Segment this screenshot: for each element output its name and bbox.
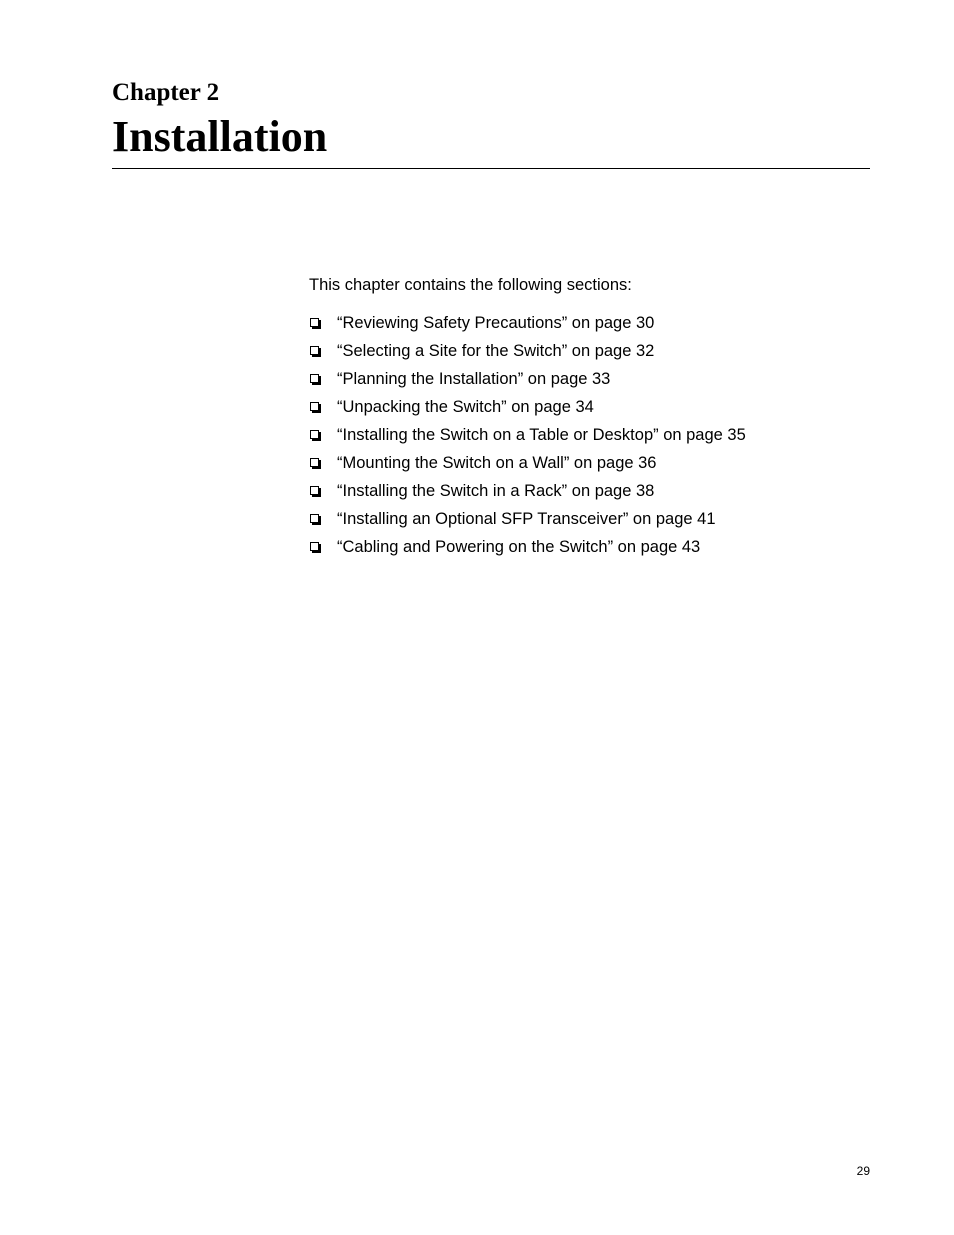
list-item — [309, 425, 746, 453]
section-link[interactable]: “Selecting a Site for the Switch” on page 32 — [337, 342, 655, 360]
section-link[interactable]: “Installing the Switch on a Table or Desktop” on page 35 — [337, 426, 746, 444]
list-item — [309, 481, 746, 509]
section-link[interactable]: “Installing the Switch in a Rack” on page 38 — [337, 482, 655, 500]
checkbox-bullet-icon — [309, 425, 337, 445]
list-item — [309, 369, 746, 397]
title-divider — [112, 168, 870, 169]
section-link[interactable]: “Cabling and Powering on the Switch” on page 43 — [337, 538, 701, 556]
list-item — [309, 397, 746, 425]
list-item — [309, 537, 746, 565]
list-item — [309, 453, 746, 481]
section-link[interactable]: “Planning the Installation” on page 33 — [337, 370, 611, 388]
checkbox-bullet-icon — [309, 537, 337, 557]
list-item — [309, 341, 746, 369]
checkbox-bullet-icon — [309, 341, 337, 361]
list-item — [309, 509, 746, 537]
checkbox-bullet-icon — [309, 397, 337, 417]
checkbox-bullet-icon — [309, 509, 337, 529]
section-link[interactable]: “Mounting the Switch on a Wall” on page 36 — [337, 454, 657, 472]
checkbox-bullet-icon — [309, 481, 337, 501]
chapter-title: Installation — [112, 112, 328, 161]
section-link[interactable]: “Unpacking the Switch” on page 34 — [337, 398, 594, 416]
checkbox-bullet-icon — [309, 313, 337, 333]
section-list — [309, 313, 746, 565]
page-number: 29 — [856, 1164, 870, 1178]
section-link[interactable]: “Reviewing Safety Precautions” on page 30 — [337, 314, 655, 332]
chapter-label: Chapter 2 — [112, 79, 220, 106]
section-link[interactable]: “Installing an Optional SFP Transceiver” on page 41 — [337, 510, 716, 528]
intro-text: This chapter contains the following sections: — [309, 276, 632, 294]
list-item — [309, 313, 746, 341]
checkbox-bullet-icon — [309, 369, 337, 389]
checkbox-bullet-icon — [309, 453, 337, 473]
